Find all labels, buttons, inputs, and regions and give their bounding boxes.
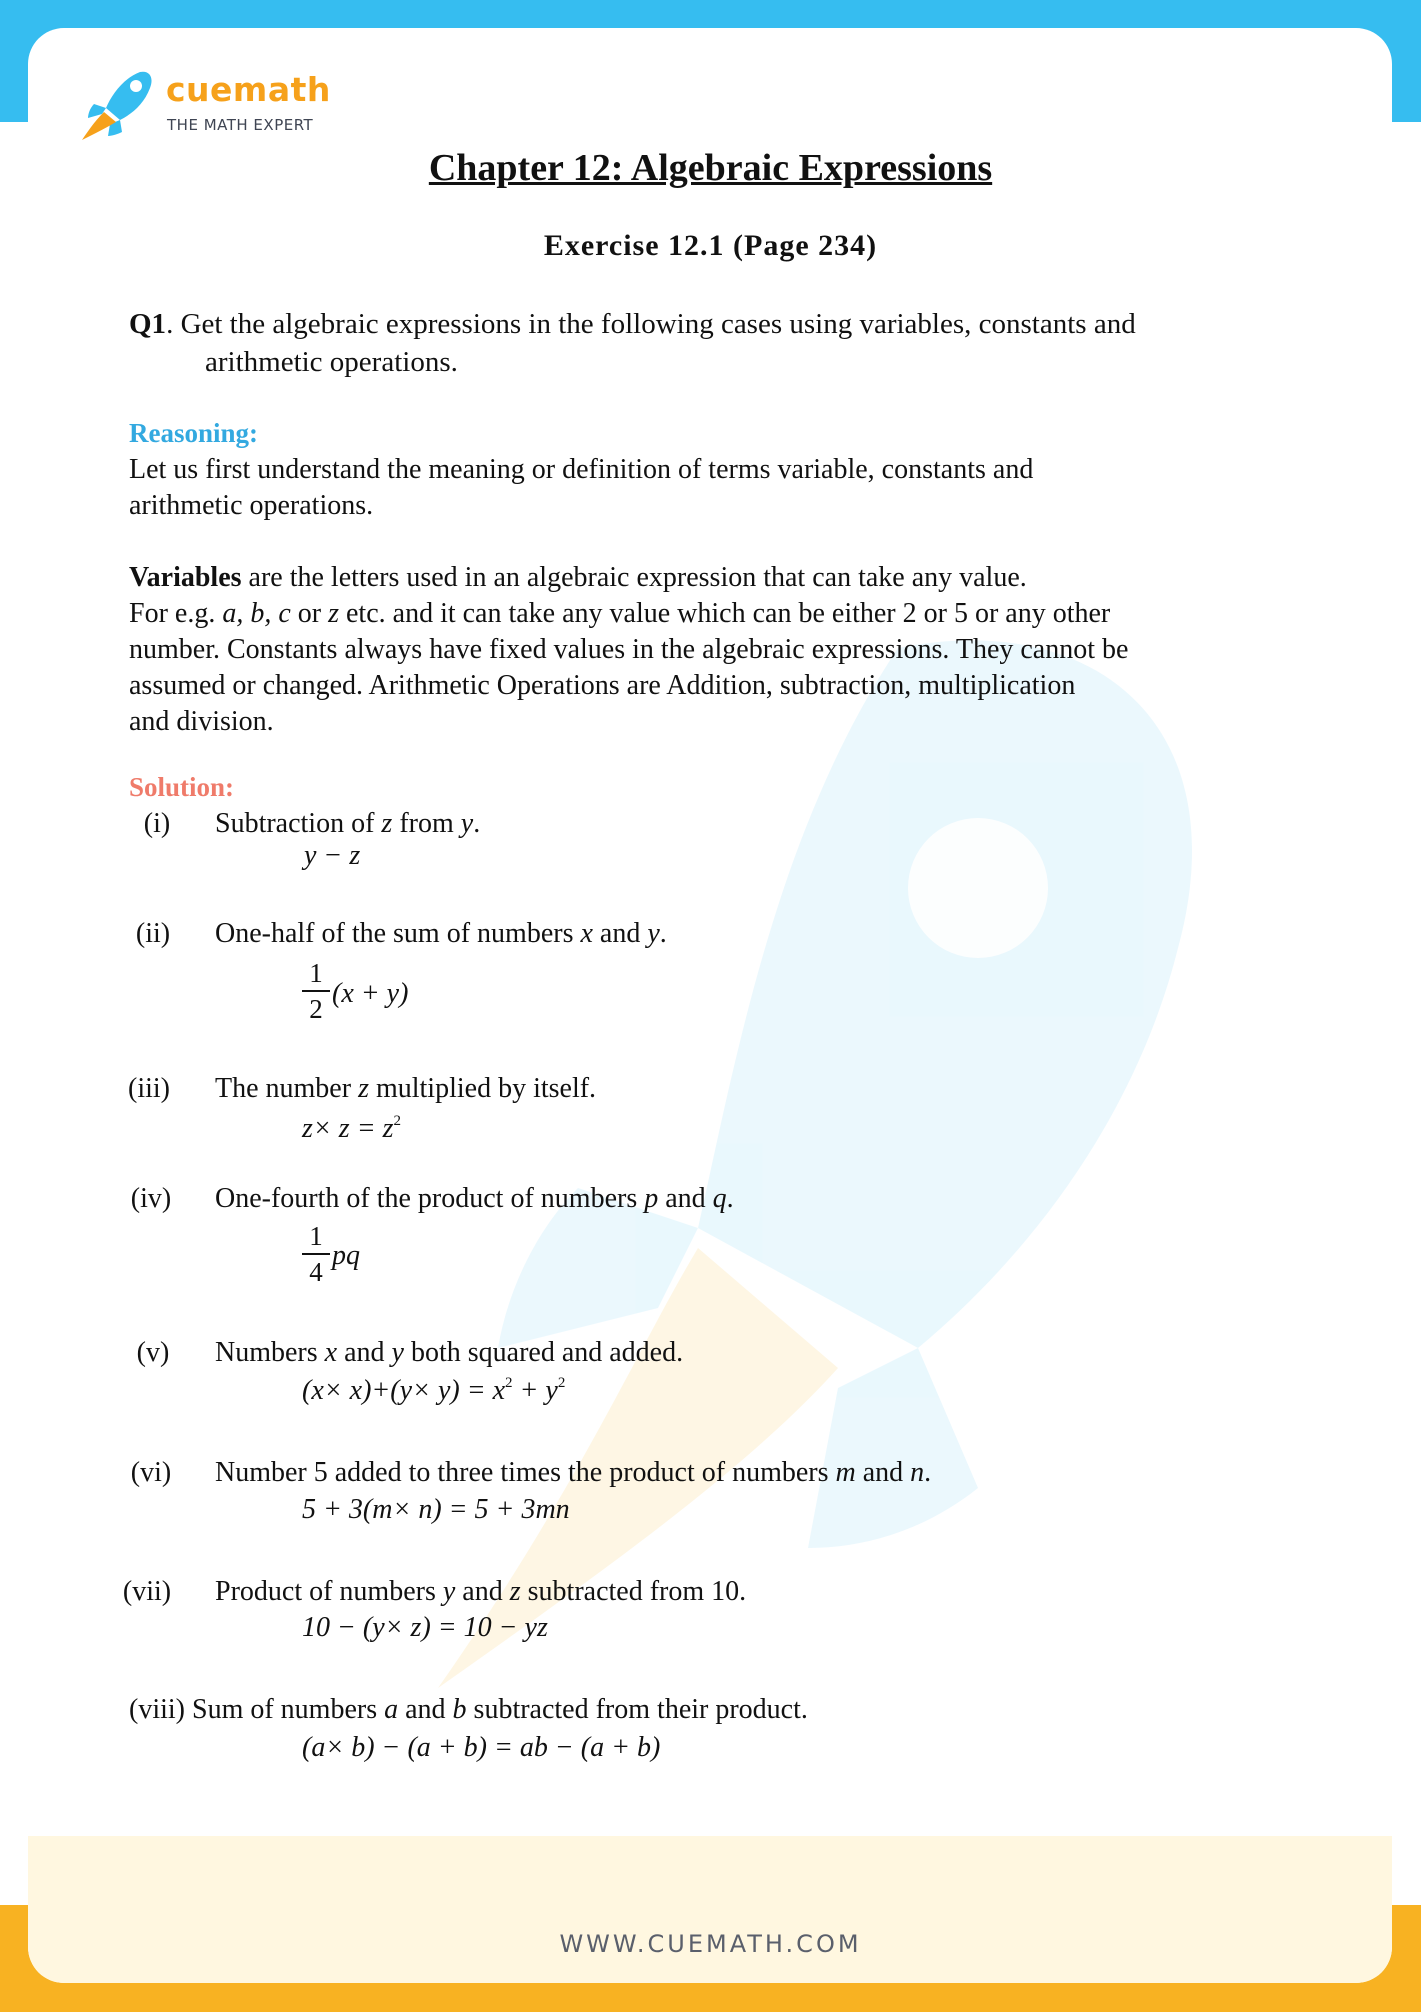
solution-heading: Solution: [129, 772, 235, 802]
item-label: (ii) [135, 918, 171, 949]
reasoning-line: assumed or changed. Arithmetic Operations are Addition, subtraction, multiplication [129, 670, 1076, 701]
item-question: Number 5 added to three times the product of numbers m and n. [215, 1457, 932, 1488]
item-question: One-fourth of the product of numbers p and q. [215, 1183, 734, 1214]
question-text-line1: . Get the algebraic expressions in the following cases using variables, constants and [166, 308, 1136, 340]
reasoning-line: For e.g. a, b, c or z etc. and it can take any value which can be either 2 or 5 or any other [129, 598, 1111, 629]
item-label: (i) [143, 808, 171, 839]
brand-name: cuemath [166, 70, 331, 109]
item-question: (viii) Sum of numbers a and b subtracted from their product. [129, 1694, 808, 1725]
item-label: (vi) [130, 1457, 172, 1488]
reasoning-line: number. Constants always have fixed values in the algebraic expressions. They cannot be [129, 634, 1129, 665]
item-answer: pq [332, 1240, 360, 1271]
item-answer: 10 − (y× z) = 10 − yz [302, 1612, 548, 1643]
footer-url-link[interactable]: WWW.CUEMATH.COM [559, 1930, 862, 1958]
question-q1 [129, 305, 1329, 381]
item-label: (vii) [122, 1576, 172, 1607]
item-label: (iii) [128, 1073, 170, 1104]
reasoning-paragraph-2 [129, 560, 1329, 740]
item-answer: $(x\times x)+(y\times y) = x^2 + y^2$ [302, 1375, 566, 1406]
rocket-icon [80, 68, 154, 140]
question-text-line2: arithmetic operations. [205, 346, 458, 378]
item-question: Numbers x and y both squared and added. [215, 1337, 684, 1368]
item-answer: y − z [304, 840, 361, 871]
item-answer: $z\times z = z^2$ [302, 1113, 401, 1144]
brand-tagline: THE MATH EXPERT [167, 116, 314, 134]
footer-strip [28, 1836, 1392, 1983]
item-label: (v) [136, 1337, 170, 1368]
item-question: The number z multiplied by itself. [215, 1073, 597, 1104]
item-answer: 5 + 3(m× n) = 5 + 3mn [302, 1494, 570, 1525]
reasoning-line: Let us first understand the meaning or definition of terms variable, constants and [129, 454, 1034, 485]
item-answer: (x + y) [332, 978, 409, 1009]
item-label: (viii) [129, 1694, 185, 1725]
reasoning-line: Variables are the letters used in an algebraic expression that can take any value. [129, 562, 1027, 593]
reasoning-heading: Reasoning: [129, 418, 259, 448]
cuemath-logo[interactable] [80, 68, 340, 148]
item-answer: (a× b) − (a + b) = ab − (a + b) [302, 1732, 661, 1763]
question-label: Q1 [129, 308, 167, 340]
item-question: Subtraction of z from y. [215, 808, 481, 839]
exercise-subtitle: Exercise 12.1 (Page 234) [543, 229, 878, 262]
page-title: Chapter 12: Algebraic Expressions [428, 147, 993, 189]
variables-term: Variables [129, 562, 242, 593]
item-label: (iv) [130, 1183, 172, 1214]
item-question: One-half of the sum of numbers x and y. [215, 918, 667, 949]
fraction-quarter: 1 4 [302, 1221, 330, 1287]
fraction-half: 1 2 [302, 958, 330, 1024]
reasoning-line: arithmetic operations. [129, 490, 374, 521]
reasoning-paragraph-1 [129, 452, 1329, 524]
item-question: Product of numbers y and z subtracted from 10. [215, 1576, 747, 1607]
reasoning-line: and division. [129, 706, 274, 737]
